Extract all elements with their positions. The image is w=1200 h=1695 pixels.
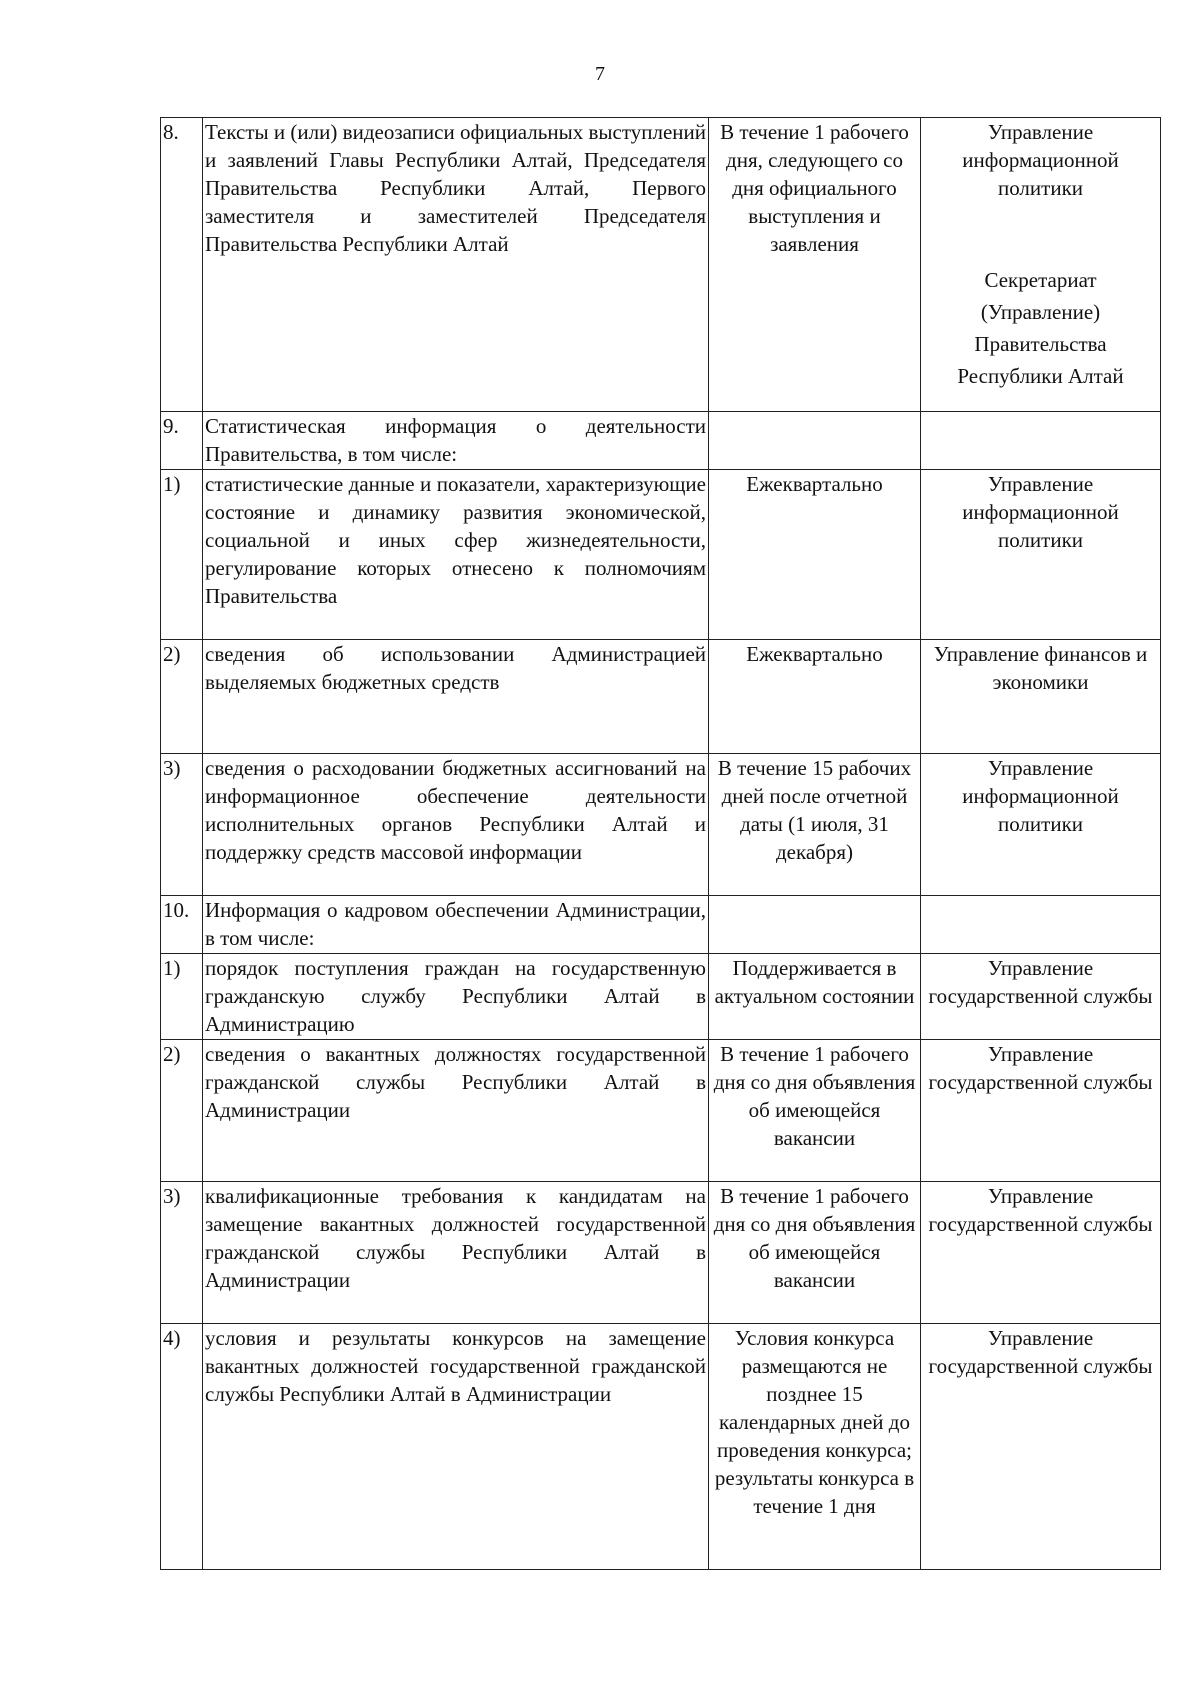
- table-row: [161, 1182, 1161, 1324]
- table-row: [161, 412, 1161, 470]
- row-term: [709, 412, 921, 470]
- row-term: Условия конкурса размещаются не позднее 15 календарных дней до проведения конкурса; результаты конкурса в течение 1 дня: [709, 1324, 921, 1570]
- row-responsible: [921, 118, 1161, 412]
- responsible-primary: Управление информационной политики: [962, 120, 1119, 200]
- row-responsible: Управление финансов и экономики: [921, 640, 1161, 754]
- row-term: [709, 896, 921, 954]
- publication-schedule-table: [160, 117, 1161, 1570]
- row-responsible: Управление информационной политики: [921, 754, 1161, 896]
- table-row: [161, 640, 1161, 754]
- table-row: [161, 1040, 1161, 1182]
- row-term: Ежеквартально: [709, 640, 921, 754]
- table-row: [161, 118, 1161, 412]
- row-term: В течение 1 рабочего дня, следующего со дня официального выступления и заявления: [709, 118, 921, 412]
- table-row: [161, 896, 1161, 954]
- row-number: 4): [161, 1324, 203, 1570]
- row-description: сведения о расходовании бюджетных ассигнований на информационное обеспечение деятельности исполнительных органов Республики Алтай и поддержку средств массовой информации: [203, 754, 709, 896]
- row-description: статистические данные и показатели, характеризующие состояние и динамику развития экономической, социальной и иных сфер жизнедеятельности, регулирование которых отнесено к полномочиям Правительства: [203, 470, 709, 640]
- row-number: 8.: [161, 118, 203, 412]
- row-term: В течение 15 рабочих дней после отчетной даты (1 июля, 31 декабря): [709, 754, 921, 896]
- row-number: 2): [161, 1040, 203, 1182]
- responsible-secondary-line: Правительства: [974, 332, 1107, 356]
- row-responsible: Управление государственной службы: [921, 954, 1161, 1040]
- row-description: квалификационные требования к кандидатам на замещение вакантных должностей государственной гражданской службы Республики Алтай в Администрации: [203, 1182, 709, 1324]
- row-description: сведения об использовании Администрацией выделяемых бюджетных средств: [203, 640, 709, 754]
- row-description: Информация о кадровом обеспечении Администрации, в том числе:: [203, 896, 709, 954]
- row-number: 1): [161, 470, 203, 640]
- table-row: [161, 1324, 1161, 1570]
- table-row: [161, 470, 1161, 640]
- row-number: 3): [161, 1182, 203, 1324]
- row-number: 9.: [161, 412, 203, 470]
- row-responsible: Управление государственной службы: [921, 1324, 1161, 1570]
- row-number: 3): [161, 754, 203, 896]
- row-description: порядок поступления граждан на государственную гражданскую службу Республики Алтай в Администрацию: [203, 954, 709, 1040]
- table-row: [161, 954, 1161, 1040]
- table-row: [161, 754, 1161, 896]
- row-term: Поддерживается в актуальном состоянии: [709, 954, 921, 1040]
- row-description: сведения о вакантных должностях государственной гражданской службы Республики Алтай в Администрации: [203, 1040, 709, 1182]
- row-number: 2): [161, 640, 203, 754]
- row-term: В течение 1 рабочего дня со дня объявления об имеющейся вакансии: [709, 1182, 921, 1324]
- page-number: 7: [595, 63, 605, 85]
- row-responsible: [921, 896, 1161, 954]
- row-description: Статистическая информация о деятельности Правительства, в том числе:: [203, 412, 709, 470]
- row-term: В течение 1 рабочего дня со дня объявления об имеющейся вакансии: [709, 1040, 921, 1182]
- row-responsible: Управление государственной службы: [921, 1040, 1161, 1182]
- row-description: Тексты и (или) видеозаписи официальных выступлений и заявлений Главы Республики Алтай, Председателя Правительства Республики Алтай, Первого заместителя и заместителей Председателя Правительства Республики Алтай: [203, 118, 709, 412]
- responsible-secondary-line: (Управление): [980, 300, 1101, 324]
- row-responsible: [921, 412, 1161, 470]
- row-number: 10.: [161, 896, 203, 954]
- responsible-secondary-line: Республики Алтай: [957, 364, 1124, 388]
- row-description: условия и результаты конкурсов на замещение вакантных должностей государственной гражданской службы Республики Алтай в Администрации: [203, 1324, 709, 1570]
- row-term: Ежеквартально: [709, 470, 921, 640]
- row-responsible: Управление информационной политики: [921, 470, 1161, 640]
- responsible-secondary-line: Секретариат: [984, 268, 1097, 292]
- row-responsible: Управление государственной службы: [921, 1182, 1161, 1324]
- row-number: 1): [161, 954, 203, 1040]
